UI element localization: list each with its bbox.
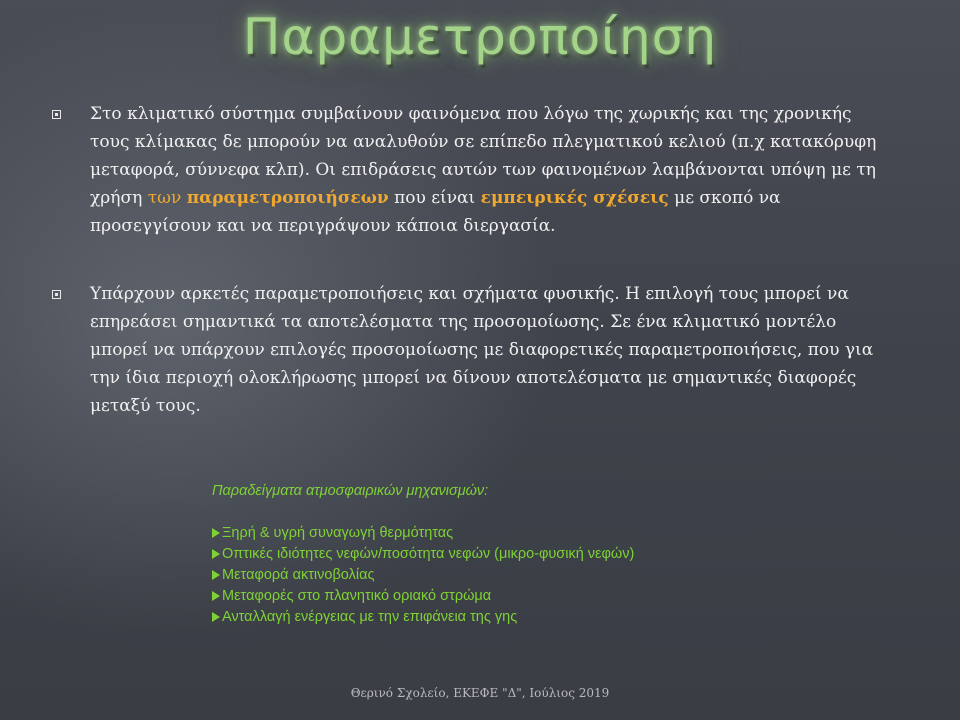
square-bullet-icon (52, 110, 61, 119)
highlight-text: των (147, 188, 187, 208)
examples-list-item (212, 607, 832, 628)
bullet-item (48, 100, 878, 240)
square-bullet-icon (52, 290, 61, 299)
arrow-bullet-icon (212, 528, 220, 538)
examples-list-item (212, 565, 832, 586)
slide-footer: Θερινό Σχολείο, ΕΚΕΦΕ "Δ", Ιούλιος 2019 (350, 686, 610, 700)
arrow-bullet-icon (212, 612, 220, 622)
arrow-bullet-icon (212, 549, 220, 559)
bullet-text: Υπάρχουν αρκετές παραμετροποιήσεις και σχήματα φυσικής. Η επιλογή τους μπορεί να επηρεάσει σημαντικά τα αποτελέσματα της προσομοίωσης. Σε ένα κλιματικό μοντέλο μπορεί να υπάρχουν επιλογές προσομοίωσης με διαφορετικές παραμετροποιήσεις, που για την ίδια περιοχή ολοκλήρωσης μπορεί να δίνουν αποτελέσματα με σημαντικές διαφορές μεταξύ τους. (90, 284, 874, 416)
examples-heading: Παραδείγματα ατμοσφαιρικών μηχανισμών: (212, 483, 489, 499)
arrow-bullet-icon (212, 591, 220, 601)
examples-item-text: Ανταλλαγή ενέργειας με την επιφάνεια της γης (222, 609, 518, 625)
slide-title: Παραμετροποίηση (242, 8, 718, 66)
examples-item-text: Οπτικές ιδιότητες νεφών/ποσότητα νεφών (μικρο-φυσική νεφών) (222, 546, 635, 562)
bullet-text: που είναι (388, 188, 481, 208)
highlight-bold-text: παραμετροποιήσεων (186, 188, 389, 208)
highlight-bold-text: εμπειρικές σχέσεις (480, 188, 669, 208)
examples-list-item (212, 544, 832, 565)
examples-list-item (212, 523, 832, 544)
examples-item-text: Μεταφορές στο πλανητικό οριακό στρώμα (222, 588, 492, 604)
bullet-text: Στο κλιματικό σύστημα συμβαίνουν φαινόμενα που λόγω της χωρικής και της χρονικής τους κλίμακας δε μπορούν να αναλυθούν σε επίπεδο πλεγματικού κελιού (π.χ κατακόρυφη μεταφορά, σύννεφα κλπ). Οι επιδράσεις αυτών των φαινομένων λαμβάνονται υπόψη με τη χρήση (90, 104, 877, 208)
examples-list-item (212, 586, 832, 607)
bullet-item (48, 280, 878, 420)
bullet-text: με σκοπό να προσεγγίσουν και να περιγράψουν κάποια διεργασία. (90, 188, 781, 236)
bullet-list (48, 100, 878, 460)
examples-box (212, 481, 832, 628)
examples-item-text: Μεταφορά ακτινοβολίας (222, 567, 375, 583)
examples-list (212, 523, 832, 628)
examples-item-text: Ξηρή & υγρή συναγωγή θερμότητας (222, 525, 454, 541)
arrow-bullet-icon (212, 570, 220, 580)
